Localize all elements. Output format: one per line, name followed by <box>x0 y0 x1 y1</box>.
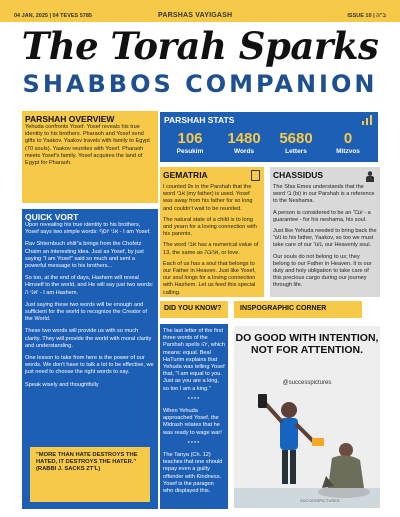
parshah-overview-panel <box>22 111 158 203</box>
stats-heading: PARSHAH STATS <box>164 115 235 125</box>
chassidus-paragraph: Just like Yehuda needed to bring back the נער to his father, Yaakov, so too we must take care of our נער, our Heavenly soul. <box>273 228 377 249</box>
inspographic-poster <box>234 326 380 508</box>
chassidus-paragraph: The Sfas Emes understands that the word בי (bi) in our Parshah is a reference to the Neshama. <box>273 184 375 205</box>
quick-vort-paragraph: Rav Shternbuch shlit"a brings from the Chofetz Chaim an interesting idea. Just as Yosef, by just saying "I am Yosef" said so much and sent a powerful message to his brothers... <box>25 241 144 270</box>
gematria-body <box>163 184 261 301</box>
chassidus-body <box>273 184 377 294</box>
gematria-panel <box>160 167 264 297</box>
parsha-name: PARSHAS VAYIGASH <box>158 12 233 19</box>
gematria-paragraph: The natural state of a child is to long and yearn for a loving connection with his parents. <box>163 216 257 238</box>
quick-vort-paragraph: So too, at the end of days, Hashem will reveal Himself to the world, and He will say just two words: אני ה' - I am Hashem. <box>25 275 154 296</box>
quick-vort-heading: QUICK VORT <box>25 212 79 222</box>
did-you-know-paragraph: When Yehuda approached Yosef, the Midrash relates that he was ready to wage war! <box>163 408 222 436</box>
quick-vort-paragraph: One lesson to take from here is the power of our words. We don't have to talk a lot to be effective, we just need to choose the right words to say. <box>25 355 154 376</box>
quick-vort-paragraph: Speak wisely and thoughtfully <box>25 381 99 388</box>
watermark: SUCCESSPICTURES <box>300 498 340 503</box>
standing-man-figure <box>258 394 324 484</box>
quick-vort-paragraph: Just saying these two words will be enough and sufficient for the world to recognize the Creator of the World. <box>25 301 148 323</box>
stat-number: 0 <box>343 130 353 147</box>
chassidus-paragraph: Our souls do not belong to us; they belong to our Father in Heaven. It is our duty and holy obligation to take care of this precious cargo during our journey through life. <box>273 253 372 289</box>
stat-label: Mitzvos <box>336 148 360 155</box>
masthead-title: The Torah Sparks <box>21 24 379 68</box>
stat-number: 106 <box>177 130 203 147</box>
stat-label: Words <box>233 148 255 155</box>
stat-label: Letters <box>285 148 307 155</box>
seated-man-figure <box>322 443 364 488</box>
stat-number: 5680 <box>279 130 313 147</box>
poster-headline: DO GOOD WITH INTENTION, NOT FOR ATTENTION. <box>235 332 379 356</box>
overview-heading: PARSHAH OVERVIEW <box>25 114 115 124</box>
quick-vort-paragraph: These two words will provide us with so much clarity. They will provide the world with moral clarity and understanding. <box>25 328 152 349</box>
top-bar <box>0 0 400 22</box>
stat-mitzvos <box>326 130 370 155</box>
separator: **** <box>187 396 201 403</box>
gematria-paragraph: Each of us has a soul that belongs to our Father in Heaven. Just like Yosef, our soul longs for a loving connection with Hashem. Let us feed this special calling. <box>163 260 256 296</box>
quick-vort-paragraph: Upon revealing his true identity to his brothers, Yosef says two simple words: אני יוסף - I am Yosef. <box>25 222 151 236</box>
quote-text: "MORE THAN HATE DESTROYS THE HATED, IT DESTROYS THE HATER." <box>36 452 138 465</box>
infographic-heading: INSPOGRAPHIC CORNER <box>240 305 327 312</box>
did-you-know-body <box>163 328 225 499</box>
separator: **** <box>187 440 201 447</box>
person-icon <box>366 171 374 182</box>
stat-label: Pesukim <box>176 148 204 155</box>
did-you-know-paragraph: The Tanya (Ch. 12) teaches that one should repay even a guilty offender with Kindness. Yosef is the paragon who displayed this. <box>163 452 223 495</box>
chassidus-paragraph: A person is considered to be an עבד - a guarantee - for his neshama, his soul. <box>273 209 371 223</box>
did-you-know-paragraph: The last letter of the first three words of the Parshah spells יהו, which means: equal. Beal HaTurim explains that Yehuda was telling Yosef that, "I am equal to you. Just as you are a king, so too I am a king." <box>163 328 226 392</box>
infographic-header <box>234 301 362 318</box>
chassidus-heading: CHASSIDUS <box>273 170 324 180</box>
quick-vort-body <box>25 222 155 394</box>
quote-box <box>30 447 150 502</box>
stat-number: 1480 <box>227 130 261 147</box>
parshah-stats-panel <box>160 112 378 162</box>
stat-letters <box>274 130 318 155</box>
quote-attribution: (RABBI J. SACKS ZT'L) <box>36 466 101 472</box>
did-you-know-panel <box>160 324 228 509</box>
did-you-know-header <box>160 301 228 318</box>
calculator-icon <box>251 170 260 181</box>
chart-icon <box>362 115 372 125</box>
did-you-know-heading: DID YOU KNOW? <box>164 305 222 312</box>
stat-pesukim <box>168 130 212 155</box>
overview-text: Yehuda confronts Yosef. Yosef reveals his true identity to his brothers. Pharaoh and Yosef send gifts to Yaakov. Yaakov travels with family to Egypt (70 souls). Yaakov reunites with Yosef. Pharaoh meets Yosef's family. Yosef acquires the land of Egypt for Pharaoh. <box>25 124 150 167</box>
poster-illustration <box>234 388 380 508</box>
stat-words <box>222 130 266 155</box>
issue-number: ISSUE 10 | ב"ה <box>347 13 386 19</box>
gematria-paragraph: The word אבי has a numerical value of 13, the same as אהבה, or love. <box>163 242 259 256</box>
gematria-heading: GEMATRIA <box>163 170 208 180</box>
masthead-subtitle: SHABBOS COMPANION <box>22 70 378 98</box>
quick-vort-panel <box>22 209 158 509</box>
issue-date: 04 JAN, 2025 | 04 TEVES 5785 <box>14 13 92 19</box>
gematria-paragraph: I counted 9x in the Parshah that the word אבי (my father) is used. Yosef was away from his father for so long and couldn't wait to be reunited. <box>163 184 253 212</box>
chassidus-panel <box>270 167 380 297</box>
poster-handle: @successpictures <box>282 380 332 386</box>
